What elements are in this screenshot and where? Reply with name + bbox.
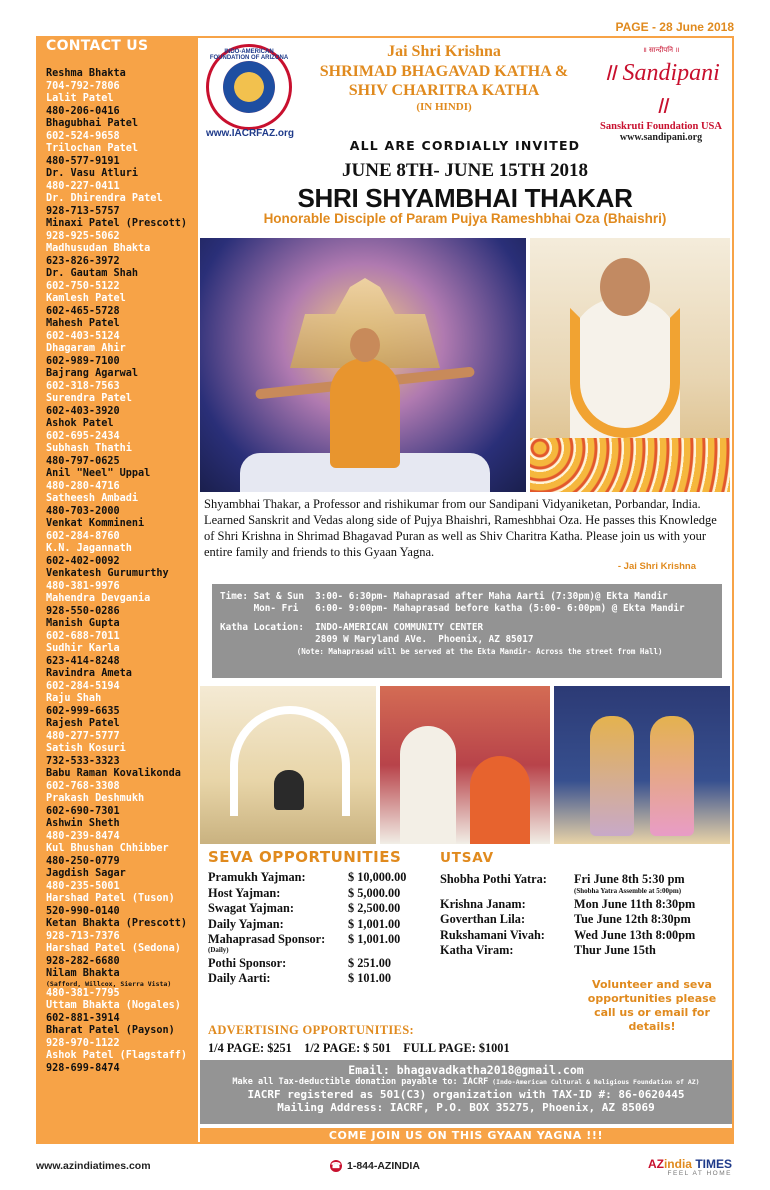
- contact-name: K.N. Jagannath: [46, 543, 132, 554]
- contact-phone[interactable]: 704-792-7806: [46, 80, 120, 92]
- utsav-sub: (Shobha Yatra Assemble at 5:00pm): [574, 886, 682, 895]
- tax-id-line: IACRF registered as 501(C3) organization with TAX-ID #: 86-0620445: [247, 1088, 685, 1101]
- contact-item: [46, 718, 198, 743]
- contact-item: [46, 893, 198, 918]
- seva-row: [208, 932, 438, 948]
- contact-note: (Safford, Willcox, Sierra Vista): [46, 979, 172, 988]
- seva-label: Daily Yajman:: [208, 916, 284, 931]
- contact-phone[interactable]: 480-381-7795: [46, 987, 120, 999]
- invite-line: ALL ARE CORDIALLY INVITED: [349, 138, 581, 153]
- contact-item: [46, 968, 198, 1000]
- contact-phone[interactable]: 602-465-5728: [46, 305, 120, 317]
- contact-name: Dr. Dhirendra Patel: [46, 193, 163, 204]
- contact-phone[interactable]: 602-403-3920: [46, 405, 120, 417]
- seva-amount: $ 1,001.00: [348, 932, 401, 946]
- contact-name: Subhash Thathi: [46, 443, 132, 454]
- schedule-box: [212, 584, 722, 678]
- contact-name: Dr. Vasu Atluri: [46, 168, 139, 179]
- contact-phone[interactable]: 928-970-1122: [46, 1037, 120, 1049]
- contact-name: Minaxi Patel (Prescott): [46, 218, 188, 229]
- contact-phone[interactable]: 480-235-5001: [46, 880, 120, 892]
- ceremony-photo: [380, 686, 550, 844]
- seva-label: Pramukh Yajman:: [208, 870, 306, 884]
- title-line4: (IN HINDI): [416, 101, 472, 113]
- contact-phone[interactable]: 602-881-3914: [46, 1012, 120, 1024]
- footer-phone[interactable]: [330, 1160, 420, 1172]
- contact-phone[interactable]: 480-227-0411: [46, 180, 120, 192]
- utsav-label: Goverthan Lila:: [440, 912, 526, 926]
- bio-signature: - Jai Shri Krishna: [617, 561, 696, 572]
- mailing-address: Mailing Address: IACRF, P.O. BOX 35275, Phoenix, AZ 85069: [277, 1101, 655, 1114]
- utsav-label: Katha Viram:: [440, 943, 514, 957]
- contact-phone[interactable]: 928-550-0286: [46, 605, 120, 617]
- contact-item: [46, 793, 198, 818]
- schedule-weekday: Mon- Fri 6:00- 9:00pm- Mahaprasad before katha (5:00- 6:00pm) @ Ekta Mandir: [220, 603, 685, 614]
- speaker-subtitle: Honorable Disciple of Param Pujya Rameshbhai Oza (Bhaishri): [263, 211, 667, 226]
- speaker-name: SHRI SHYAMBHAI THAKAR: [297, 183, 633, 213]
- contact-item: [46, 693, 198, 718]
- title-line3: SHIV CHARITRA KATHA: [348, 82, 540, 99]
- page-date: PAGE - 28 June 2018: [615, 20, 734, 34]
- contact-name: Dhagaram Ahir: [46, 343, 126, 354]
- brand-times: TIMES: [695, 1157, 732, 1171]
- volunteer-note: Volunteer and seva opportunities please call us or email for details!: [587, 978, 717, 1033]
- iacrf-logo-text: INDO-AMERICAN FOUNDATION OF ARIZONA: [209, 49, 289, 61]
- seva-label: Pothi Sponsor:: [208, 955, 287, 970]
- contact-item: [46, 143, 198, 168]
- contact-name: Babu Raman Kovalikonda: [46, 768, 181, 779]
- contact-phone[interactable]: 480-206-0416: [46, 105, 120, 117]
- contact-item: [46, 468, 198, 493]
- brand-az: AZ: [647, 1157, 664, 1171]
- contact-phone[interactable]: 928-713-7376: [46, 930, 120, 942]
- contact-name: Ashok Patel: [46, 418, 114, 429]
- contact-name: Sudhir Karla: [46, 643, 120, 654]
- contact-item: [46, 618, 198, 643]
- contact-name: Manish Gupta: [46, 618, 120, 629]
- contact-name: Anil "Neel" Uppal: [46, 468, 151, 479]
- contact-item: [46, 943, 198, 968]
- iacrf-emblem-icon: [223, 61, 275, 113]
- seva-amount: $ 251.00: [348, 955, 392, 970]
- seva-amount: $ 1,001.00: [348, 916, 401, 931]
- contact-name: Venkatesh Gurumurthy: [46, 568, 169, 579]
- contact-name: Mahendra Devgania: [46, 593, 151, 604]
- contact-phone[interactable]: 480-239-8474: [46, 830, 120, 842]
- contact-name: Prakash Deshmukh: [46, 793, 145, 804]
- contact-phone[interactable]: 480-577-9191: [46, 155, 120, 167]
- contact-name: Harshad Patel (Tuson): [46, 893, 175, 904]
- utsav-value: Fri June 8th 5:30 pm: [574, 872, 685, 886]
- contact-sidebar: [36, 36, 198, 1144]
- location-address: 2809 W Maryland AVe. Phoenix, AZ 85017: [220, 634, 534, 645]
- contact-item: [46, 543, 198, 568]
- contact-name: Ashok Patel (Flagstaff): [46, 1050, 188, 1061]
- sandipani-logo: [596, 46, 726, 143]
- contact-email[interactable]: Email: bhagavadkatha2018@gmail.com: [348, 1063, 584, 1077]
- event-dates: JUNE 8TH- JUNE 15TH 2018: [342, 160, 588, 181]
- utsav-value: Wed June 13th 8:00pm: [574, 927, 696, 942]
- contact-item: [46, 368, 198, 393]
- speaker-stage-photo: [200, 238, 526, 492]
- footer-phone-number: 1-844-AZINDIA: [347, 1160, 420, 1172]
- utsav-list: [440, 872, 730, 959]
- contact-item: [46, 268, 198, 293]
- contact-item: [46, 568, 198, 593]
- deities-photo: [554, 686, 730, 844]
- contact-phone[interactable]: 928-282-6680: [46, 955, 120, 967]
- contact-item: [46, 243, 198, 268]
- utsav-row: [440, 928, 730, 944]
- seva-amount: $ 2,500.00: [348, 901, 401, 915]
- contact-item: [46, 418, 198, 443]
- contact-name: Uttam Bhakta (Nogales): [46, 1000, 181, 1011]
- gyaan-yagna-banner: COME JOIN US ON THIS GYAAN YAGNA !!!: [200, 1128, 732, 1144]
- phone-icon: ☎: [331, 1161, 341, 1171]
- iacrf-logo: [206, 44, 292, 130]
- contact-phone[interactable]: 480-250-0779: [46, 855, 120, 867]
- contact-name: Dr. Gautam Shah: [46, 268, 139, 279]
- utsav-row: [440, 943, 730, 959]
- contact-item: [46, 668, 198, 693]
- contact-phone[interactable]: 602-688-7011: [46, 630, 120, 642]
- bhaishri-photo: [530, 238, 730, 492]
- contact-phone[interactable]: 480-277-5777: [46, 730, 120, 742]
- contact-name: Ketan Bhakta (Prescott): [46, 918, 188, 929]
- utsav-value: Mon June 11th 8:30pm: [574, 896, 696, 911]
- contact-name: Harshad Patel (Sedona): [46, 943, 181, 954]
- contact-item: [46, 443, 198, 468]
- footer-url[interactable]: www.azindiatimes.com: [36, 1160, 151, 1172]
- sandipani-url[interactable]: www.sandipani.org: [619, 132, 703, 143]
- utsav-value: Thur June 15th: [574, 943, 656, 957]
- contact-name: Satheesh Ambadi: [46, 493, 139, 504]
- contact-phone[interactable]: 602-989-7100: [46, 355, 120, 367]
- seva-list: [208, 870, 438, 987]
- seva-row: [208, 971, 438, 987]
- sandipani-brand: ॥ Sandipani ॥: [602, 60, 720, 119]
- contact-phone[interactable]: 602-284-5194: [46, 680, 120, 692]
- contact-phone[interactable]: 480-381-9976: [46, 580, 120, 592]
- contact-item: [46, 1000, 198, 1025]
- seva-row: [208, 870, 438, 886]
- seva-title: SEVA OPPORTUNITIES: [208, 848, 402, 866]
- seva-row: [208, 917, 438, 933]
- donation-line: [200, 1077, 732, 1088]
- contact-name: Rajesh Patel: [46, 718, 120, 729]
- contact-phone[interactable]: 602-768-3308: [46, 780, 120, 792]
- sidebar-title: CONTACT US: [46, 38, 149, 54]
- location-note: (Note: Mahaprasad will be served at the Ekta Mandir- Across the street from Hall): [220, 647, 663, 656]
- seva-sub: (Daily): [208, 945, 229, 954]
- contact-phone[interactable]: 928-699-8474: [46, 1062, 120, 1074]
- contact-name: Surendra Patel: [46, 393, 132, 404]
- contact-item: [46, 868, 198, 893]
- contact-phone[interactable]: 602-402-0092: [46, 555, 120, 567]
- contact-item: [46, 818, 198, 843]
- seva-label: Host Yajman:: [208, 885, 281, 900]
- seva-label: Swagat Yajman:: [208, 901, 294, 915]
- seva-row: [208, 901, 438, 917]
- contact-phone[interactable]: 602-750-5122: [46, 280, 120, 292]
- contact-phone[interactable]: 928-925-5062: [46, 230, 120, 242]
- seva-row: [208, 956, 438, 972]
- title-line1: Jai Shri Krishna: [387, 43, 501, 60]
- sandipani-tagline: Sanskruti Foundation USA: [600, 121, 722, 132]
- contact-name: Raju Shah: [46, 693, 102, 704]
- utsav-title: UTSAV: [440, 850, 494, 866]
- contact-phone[interactable]: 602-318-7563: [46, 380, 120, 392]
- iacrf-url[interactable]: www.IACRFAZ.org: [206, 128, 294, 139]
- utsav-label: Shobha Pothi Yatra:: [440, 872, 547, 886]
- contact-phone[interactable]: 480-280-4716: [46, 480, 120, 492]
- utsav-row: [440, 872, 730, 888]
- contact-phone[interactable]: 928-713-5757: [46, 205, 120, 217]
- event-title: [294, 42, 594, 115]
- contact-name: Ashwin Sheth: [46, 818, 120, 829]
- contact-item: [46, 393, 198, 418]
- contact-item: [46, 643, 198, 668]
- donation-contact-box: [200, 1060, 732, 1124]
- donation-payee-full: (Indo-American Cultural & Religious Foundation of AZ): [488, 1078, 700, 1086]
- speaker-bio: Shyambhai Thakar, a Professor and rishikumar from our Sandipani Vidyaniketan, Porbandar, India. Learned Sanskrit and Vedas along side of Pujya Bhaishri, Rameshbhai Oza. He passes this Knowledge of Shri Krishna in Shrimad Bhagavad Puran as well as Shiv Charitra Katha. Please join us with your entire family and friends to this Gyaan Yagna.: [204, 497, 717, 559]
- advertising-rates: 1/4 PAGE: $251 1/2 PAGE: $ 501 FULL PAGE: $1001: [208, 1041, 510, 1055]
- donation-payee: Make all Tax-deductible donation payable to: IACRF: [232, 1077, 489, 1087]
- contact-phone[interactable]: 480-703-2000: [46, 505, 120, 517]
- seva-amount: $ 101.00: [348, 971, 392, 985]
- contact-name: Satish Kosuri: [46, 743, 126, 754]
- contact-item: [46, 593, 198, 618]
- contact-item: [46, 218, 198, 243]
- shiva-shrine-photo: [200, 686, 376, 844]
- contact-name: Kamlesh Patel: [46, 293, 126, 304]
- sandipani-script: ॥ सान्दीपनि ॥: [642, 46, 680, 54]
- contact-name: Trilochan Patel: [46, 143, 139, 154]
- contact-phone[interactable]: 732-533-3323: [46, 755, 120, 767]
- contact-item: [46, 118, 198, 143]
- footer-tagline: FEEL AT HOME: [667, 1170, 732, 1177]
- contact-phone[interactable]: 520-990-0140: [46, 905, 120, 917]
- contact-name: Nilam Bhakta: [46, 968, 120, 979]
- utsav-label: Krishna Janam:: [440, 896, 526, 911]
- seva-amount: $ 5,000.00: [348, 885, 401, 900]
- contact-item: [46, 318, 198, 343]
- contact-name: Bajrang Agarwal: [46, 368, 139, 379]
- utsav-value: Tue June 12th 8:30pm: [574, 912, 691, 926]
- utsav-label: Rukshamani Vivah:: [440, 927, 545, 942]
- utsav-row: [440, 897, 730, 913]
- contact-item: [46, 1050, 198, 1075]
- brand-india: india: [663, 1157, 692, 1171]
- contact-item: [46, 68, 198, 93]
- contact-phone[interactable]: 602-999-6635: [46, 705, 120, 717]
- contact-name: Bhagubhai Patel: [46, 118, 139, 129]
- contact-item: [46, 193, 198, 218]
- title-line2: SHRIMAD BHAGAVAD KATHA &: [319, 63, 569, 80]
- contact-item: [46, 843, 198, 868]
- az-india-times-logo: [648, 1157, 732, 1177]
- utsav-row: [440, 912, 730, 928]
- schedule-weekend: Time: Sat & Sun 3:00- 6:30pm- Mahaprasad after Maha Aarti (7:30pm)@ Ekta Mandir: [220, 591, 668, 602]
- footer-brand: [648, 1157, 732, 1171]
- contact-name: Jagdish Sagar: [46, 868, 126, 879]
- seva-label: Daily Aarti:: [208, 971, 271, 985]
- contact-phone[interactable]: 623-414-8248: [46, 655, 120, 667]
- contact-name: Mahesh Patel: [46, 318, 120, 329]
- contact-item: [46, 518, 198, 543]
- advertising-title: ADVERTISING OPPORTUNITIES:: [208, 1023, 414, 1037]
- seva-amount: $ 10,000.00: [348, 870, 407, 884]
- contact-item: [46, 768, 198, 793]
- contact-list: [46, 68, 198, 1075]
- contact-phone[interactable]: 602-690-7301: [46, 805, 120, 817]
- contact-name: Venkat Kommineni: [46, 518, 145, 529]
- contact-name: Lalit Patel: [46, 93, 114, 104]
- contact-item: [46, 343, 198, 368]
- contact-item: [46, 293, 198, 318]
- contact-name: Kul Bhushan Chhibber: [46, 843, 169, 854]
- flyer-header: [198, 38, 732, 234]
- contact-name: Bharat Patel (Payson): [46, 1025, 175, 1036]
- contact-item: [46, 493, 198, 518]
- location-label: Katha Location: INDO-AMERICAN COMMUNITY CENTER: [220, 622, 484, 633]
- contact-item: [46, 93, 198, 118]
- seva-row: [208, 886, 438, 902]
- contact-phone[interactable]: 623-826-3972: [46, 255, 120, 267]
- contact-phone[interactable]: 602-524-9658: [46, 130, 120, 142]
- contact-phone[interactable]: 602-403-5124: [46, 330, 120, 342]
- contact-item: [46, 1025, 198, 1050]
- contact-item: [46, 168, 198, 193]
- contact-item: [46, 743, 198, 768]
- contact-phone[interactable]: 602-695-2434: [46, 430, 120, 442]
- contact-name: Ravindra Ameta: [46, 668, 132, 679]
- seva-label: Mahaprasad Sponsor:: [208, 932, 326, 946]
- contact-phone[interactable]: 480-797-0625: [46, 455, 120, 467]
- contact-item: [46, 918, 198, 943]
- contact-name: Madhusudan Bhakta: [46, 243, 151, 254]
- flyer-main: [198, 36, 734, 1144]
- contact-phone[interactable]: 602-284-8760: [46, 530, 120, 542]
- contact-name: Reshma Bhakta: [46, 68, 126, 79]
